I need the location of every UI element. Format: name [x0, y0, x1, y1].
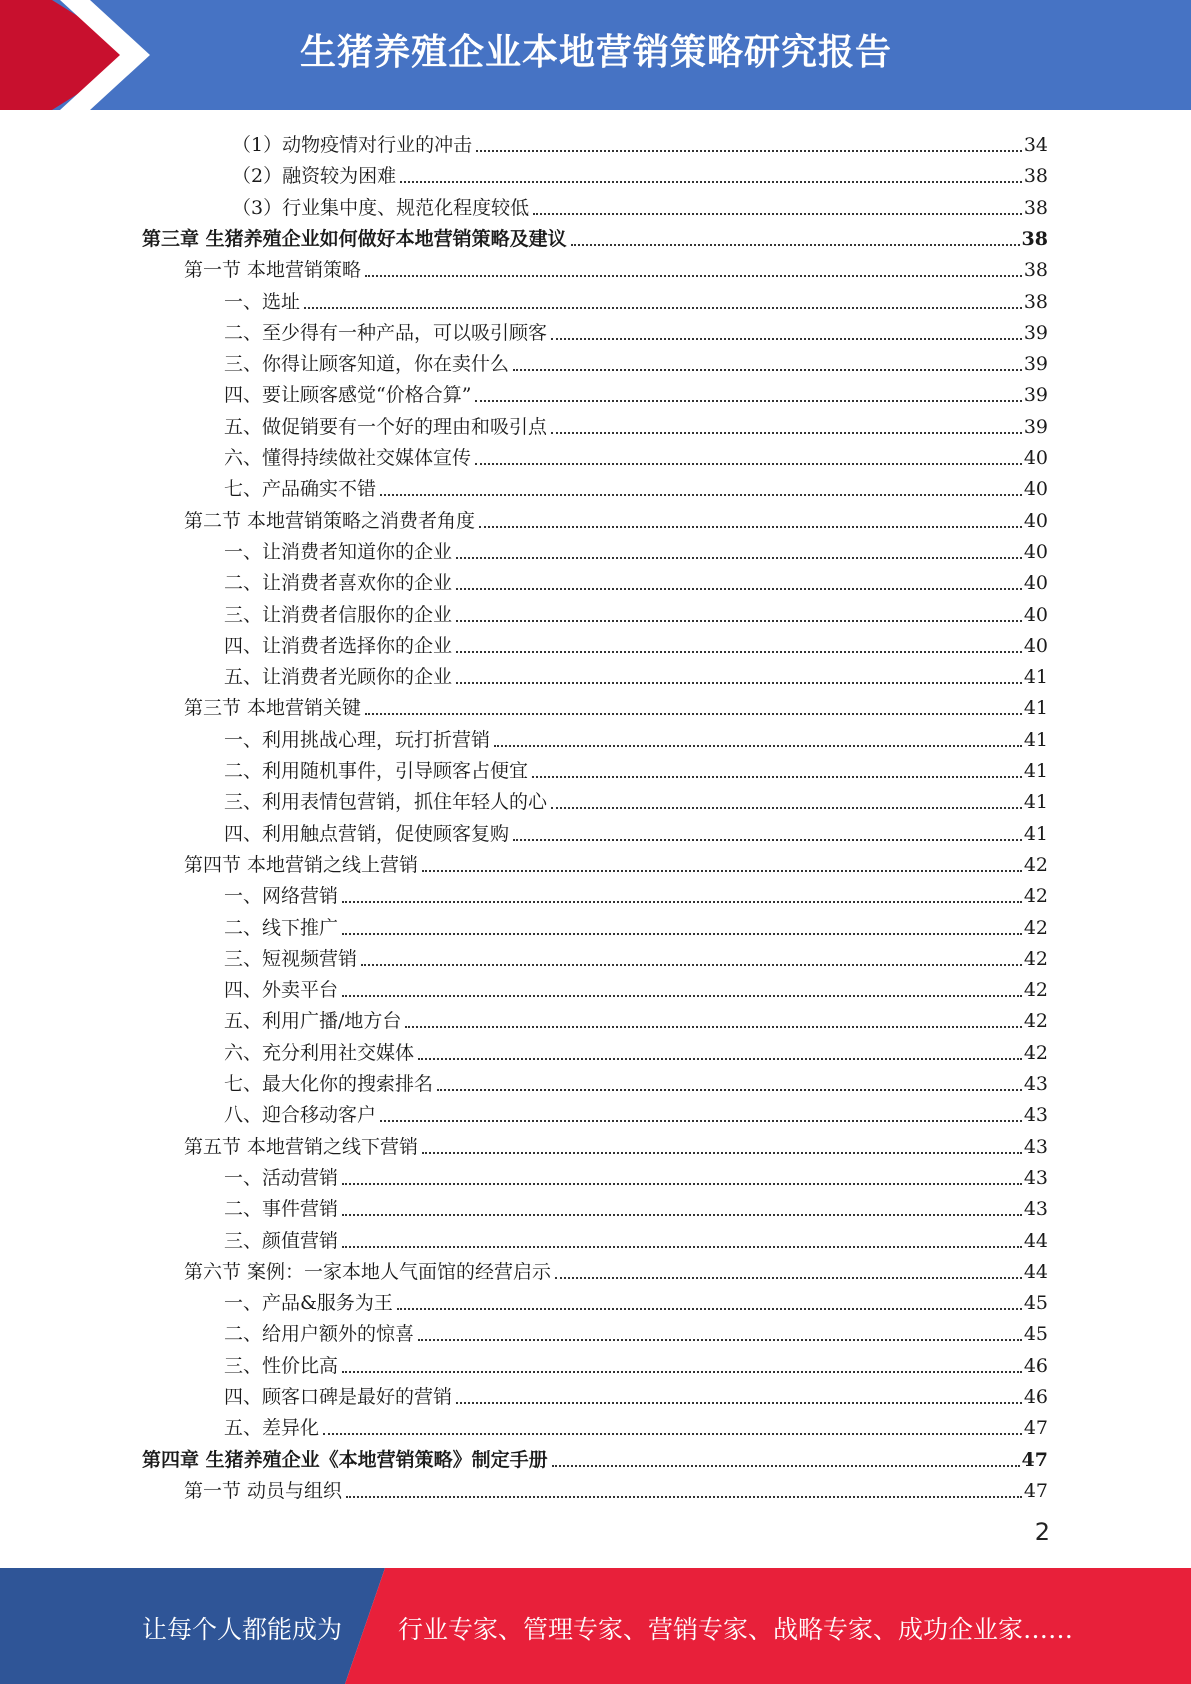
toc-subsection-entry[interactable]: [224, 1379, 1048, 1409]
toc-subsection-entry[interactable]: [224, 753, 1048, 783]
toc-subsection-entry[interactable]: [224, 409, 1048, 439]
toc-dot-leader: [513, 837, 1022, 841]
toc-dot-leader: [551, 805, 1022, 809]
toc-subsection-entry[interactable]: [224, 722, 1048, 752]
toc-dot-leader: [456, 1400, 1022, 1404]
toc-entry-page: 43: [1023, 1073, 1048, 1095]
toc-entry-page: 41: [1023, 666, 1048, 689]
toc-entry-label: 一、利用挑战心理，玩打折营销: [224, 728, 491, 751]
toc-dot-leader: [380, 492, 1022, 496]
toc-entry-label: 二、给用户额外的惊喜: [224, 1323, 415, 1346]
toc-dot-leader: [342, 931, 1022, 935]
toc-entry-page: 40: [1023, 603, 1048, 626]
toc-entry-label: 四、要让顾客感觉“价格合算”: [224, 384, 472, 407]
toc-subsection-entry[interactable]: [224, 1160, 1048, 1190]
toc-entry-page: 42: [1023, 885, 1048, 908]
toc-entry-page: 45: [1023, 1323, 1048, 1346]
toc-section-entry[interactable]: [184, 1254, 1048, 1284]
toc-dot-leader: [422, 868, 1022, 872]
toc-dot-leader: [475, 398, 1021, 402]
toc-dot-leader: [342, 899, 1022, 903]
toc-entry-page: 41: [1023, 697, 1048, 720]
toc-entry-label: 第一节 动员与组织: [184, 1479, 343, 1502]
toc-entry-page: 44: [1023, 1229, 1048, 1252]
toc-subsection-entry[interactable]: [224, 1316, 1048, 1346]
toc-entry-label: （1）动物疫情对行业的冲击: [232, 134, 473, 156]
toc-entry-page: 47: [1023, 1417, 1048, 1440]
toc-subsection-entry[interactable]: [224, 315, 1048, 345]
toc-entry-label: 二、利用随机事件，引导顾客占便宜: [224, 760, 529, 782]
toc-subsection-entry[interactable]: [224, 1035, 1048, 1065]
toc-entry-page: 41: [1023, 760, 1048, 782]
toc-entry-page: 40: [1023, 478, 1048, 501]
toc-dot-leader: [456, 555, 1022, 559]
toc-dot-leader: [346, 1494, 1022, 1498]
toc-dot-leader: [422, 1150, 1022, 1154]
toc-entry-page: 40: [1023, 509, 1048, 532]
toc-dot-leader: [476, 148, 1022, 152]
toc-subsection-entry[interactable]: [224, 534, 1048, 564]
toc-entry-label: 四、利用触点营销，促使顾客复购: [224, 822, 510, 845]
toc-entry-page: 40: [1023, 634, 1048, 657]
toc-section-entry[interactable]: [184, 847, 1048, 877]
toc-chapter-entry[interactable]: [142, 1442, 1048, 1472]
toc-entry-page: 45: [1023, 1292, 1048, 1315]
toc-entry-label: 第六节 案例：一家本地人气面馆的经营启示: [184, 1260, 552, 1283]
toc-subsection-entry[interactable]: [224, 346, 1048, 376]
toc-dot-leader: [552, 1463, 1020, 1467]
toc-dot-leader: [400, 179, 1022, 183]
toc-entry-label: 八、迎合移动客户: [224, 1104, 377, 1127]
toc-section-entry[interactable]: [184, 1129, 1048, 1159]
toc-subsection-entry[interactable]: [224, 1285, 1048, 1315]
toc-entry-label: 一、网络营销: [224, 885, 339, 908]
toc-subsection-entry[interactable]: [224, 784, 1048, 814]
toc-entry-page: 47: [1023, 1479, 1048, 1502]
toc-entry-label: 三、你得让顾客知道，你在卖什么: [224, 353, 510, 376]
toc-entry-label: 一、让消费者知道你的企业: [224, 540, 453, 563]
toc-subsection-entry[interactable]: [224, 565, 1048, 595]
toc-dot-leader: [456, 586, 1022, 590]
toc-dot-leader: [418, 1056, 1022, 1060]
toc-dot-leader: [456, 680, 1022, 684]
toc-dot-leader: [437, 1087, 1022, 1091]
toc-entry-page: 46: [1023, 1386, 1048, 1408]
toc-entry-page: 41: [1023, 822, 1048, 845]
report-title: 生猪养殖企业本地营销策略研究报告: [300, 32, 893, 73]
toc-entry-page: 43: [1023, 1104, 1048, 1127]
toc-subsection-entry[interactable]: [224, 878, 1048, 908]
toc-entry-label: 第二节 本地营销策略之消费者角度: [184, 509, 476, 532]
toc-entry-label: 四、外卖平台: [224, 979, 339, 1002]
toc-subsection-entry[interactable]: [224, 628, 1048, 658]
toc-entry-page: 40: [1023, 572, 1048, 595]
toc-dot-leader: [456, 618, 1022, 622]
toc-entry-label: 六、懂得持续做社交媒体宣传: [224, 447, 472, 469]
toc-section-entry[interactable]: [184, 252, 1048, 282]
toc-dot-leader: [342, 1181, 1022, 1185]
toc-entry-page: 39: [1023, 353, 1048, 376]
toc-entry-page: 39: [1023, 415, 1048, 438]
toc-dot-leader: [380, 1118, 1022, 1122]
toc-entry-page: 42: [1023, 853, 1048, 876]
toc-entry-page: 38: [1023, 165, 1048, 188]
toc-section-entry[interactable]: [184, 690, 1048, 720]
toc-entry-label: 三、短视频营销: [224, 947, 358, 970]
toc-dot-leader: [365, 711, 1022, 715]
toc-subsection-entry[interactable]: [224, 1066, 1048, 1096]
toc-dot-leader: [342, 1244, 1022, 1248]
toc-entry-label: 二、线下推广: [224, 916, 339, 939]
toc-entry-label: （2）融资较为困难: [232, 165, 397, 188]
toc-entry-label: 一、选址: [224, 290, 301, 313]
toc-section-entry[interactable]: [184, 503, 1048, 533]
toc-dot-leader: [365, 273, 1022, 277]
toc-subsection-entry[interactable]: [224, 377, 1048, 407]
toc-entry-page: 38: [1023, 290, 1048, 313]
toc-entry-page: 38: [1023, 259, 1048, 282]
toc-entry-label: 三、颜值营销: [224, 1229, 339, 1252]
toc-entry-page: 39: [1023, 321, 1048, 344]
toc-entry-page: 38: [1021, 227, 1048, 250]
toc-entry-label: 六、充分利用社交媒体: [224, 1041, 415, 1064]
toc-chapter-entry[interactable]: [142, 221, 1048, 251]
toc-dot-leader: [342, 1369, 1022, 1373]
toc-entry-label: 五、利用广播/地方台: [224, 1010, 402, 1033]
toc-dot-leader: [397, 1306, 1022, 1310]
toc-dot-leader: [418, 1337, 1022, 1341]
toc-entry-label: 一、活动营销: [224, 1166, 339, 1189]
page-number: 2: [1034, 1518, 1050, 1546]
page-header: [0, 0, 1191, 110]
toc-dot-leader: [571, 242, 1020, 246]
toc-entry-label: 四、让消费者选择你的企业: [224, 634, 453, 657]
toc-dot-leader: [323, 1431, 1022, 1435]
toc-entry-page: 38: [1023, 196, 1048, 219]
toc-entry-page: 43: [1023, 1135, 1048, 1158]
toc-entry-page: 42: [1023, 979, 1048, 1002]
toc-dot-leader: [475, 461, 1022, 465]
toc-entry-label: 五、让消费者光顾你的企业: [224, 666, 453, 689]
toc-entry-label: 第一节 本地营销策略: [184, 259, 362, 282]
toc-subsection-entry[interactable]: [232, 127, 1048, 157]
toc-dot-leader: [533, 211, 1022, 215]
toc-subsection-entry[interactable]: [224, 1191, 1048, 1221]
toc-entry-label: 五、差异化: [224, 1417, 320, 1440]
toc-entry-page: 40: [1023, 540, 1048, 563]
toc-entry-label: 七、最大化你的搜索排名: [224, 1073, 434, 1095]
toc-entry-page: 46: [1023, 1354, 1048, 1377]
header-red-arrow: [0, 0, 140, 110]
toc-entry-page: 43: [1023, 1166, 1048, 1189]
toc-entry-label: 一、产品&服务为王: [224, 1292, 393, 1315]
toc-entry-page: 44: [1023, 1260, 1048, 1283]
toc-subsection-entry[interactable]: [224, 1097, 1048, 1127]
toc-subsection-entry[interactable]: [232, 158, 1048, 188]
footer-slogan-right: 行业专家、管理专家、营销专家、战略专家、成功企业家……: [398, 1615, 1074, 1644]
toc-subsection-entry[interactable]: [224, 1348, 1048, 1378]
toc-entry-label: 三、利用表情包营销，抓住年轻人的心: [224, 791, 548, 814]
toc-entry-page: 47: [1021, 1448, 1048, 1471]
toc-subsection-entry[interactable]: [224, 659, 1048, 689]
toc-entry-label: 三、让消费者信服你的企业: [224, 603, 453, 626]
toc-dot-leader: [551, 336, 1022, 340]
toc-dot-leader: [555, 1275, 1022, 1279]
footer-slogan-left: 让每个人都能成为: [142, 1615, 343, 1644]
toc-dot-leader: [513, 367, 1022, 371]
toc-subsection-entry[interactable]: [224, 941, 1048, 971]
page-footer: [0, 1568, 1191, 1684]
toc-entry-label: 七、产品确实不错: [224, 478, 377, 501]
toc-subsection-entry[interactable]: [224, 1410, 1048, 1440]
toc-subsection-entry[interactable]: [224, 1223, 1048, 1253]
toc-dot-leader: [361, 962, 1022, 966]
toc-subsection-entry[interactable]: [224, 910, 1048, 940]
toc-entry-label: 第三节 本地营销关键: [184, 697, 362, 720]
toc-entry-label: 五、做促销要有一个好的理由和吸引点: [224, 415, 548, 438]
toc-entry-label: 三、性价比高: [224, 1354, 339, 1377]
toc-dot-leader: [494, 743, 1022, 747]
toc-entry-page: 41: [1023, 728, 1048, 751]
toc-entry-page: 42: [1023, 1010, 1048, 1033]
toc-subsection-entry[interactable]: [224, 597, 1048, 627]
toc-subsection-entry[interactable]: [224, 1003, 1048, 1033]
toc-dot-leader: [479, 524, 1022, 528]
toc-dot-leader: [342, 1212, 1022, 1216]
toc-entry-label: 第四节 本地营销之线上营销: [184, 853, 419, 876]
toc-entry-label: 二、至少得有一种产品，可以吸引顾客: [224, 321, 548, 344]
toc-subsection-entry[interactable]: [224, 440, 1048, 470]
toc-entry-label: 二、让消费者喜欢你的企业: [224, 572, 453, 595]
toc-dot-leader: [405, 1024, 1021, 1028]
toc-entry-label: 第三章 生猪养殖企业如何做好本地营销策略及建议: [142, 227, 567, 250]
toc-dot-leader: [532, 774, 1022, 778]
toc-subsection-entry[interactable]: [224, 972, 1048, 1002]
toc-subsection-entry[interactable]: [232, 190, 1048, 220]
toc-entry-label: 二、事件营销: [224, 1198, 339, 1221]
toc-entry-page: 40: [1023, 447, 1048, 469]
toc-entry-page: 42: [1023, 947, 1048, 970]
toc-entry-label: 第五节 本地营销之线下营销: [184, 1135, 419, 1158]
toc-entry-page: 34: [1023, 134, 1048, 156]
toc-dot-leader: [456, 649, 1022, 653]
toc-entry-page: 43: [1023, 1198, 1048, 1221]
toc-entry-label: 第四章 生猪养殖企业《本地营销策略》制定手册: [142, 1448, 548, 1471]
toc-subsection-entry[interactable]: [224, 816, 1048, 846]
toc-entry-page: 41: [1023, 791, 1048, 814]
toc-dot-leader: [342, 993, 1022, 997]
toc-subsection-entry[interactable]: [224, 471, 1048, 501]
toc-dot-leader: [304, 305, 1022, 309]
toc-section-entry[interactable]: [184, 1473, 1048, 1503]
toc-entry-label: 四、顾客口碑是最好的营销: [224, 1386, 453, 1408]
toc-entry-page: 42: [1023, 1041, 1048, 1064]
toc-dot-leader: [551, 430, 1022, 434]
toc-entry-page: 42: [1023, 916, 1048, 939]
toc-entry-label: （3）行业集中度、规范化程度较低: [232, 196, 530, 219]
toc-entry-page: 39: [1023, 384, 1048, 407]
toc-subsection-entry[interactable]: [224, 284, 1048, 314]
